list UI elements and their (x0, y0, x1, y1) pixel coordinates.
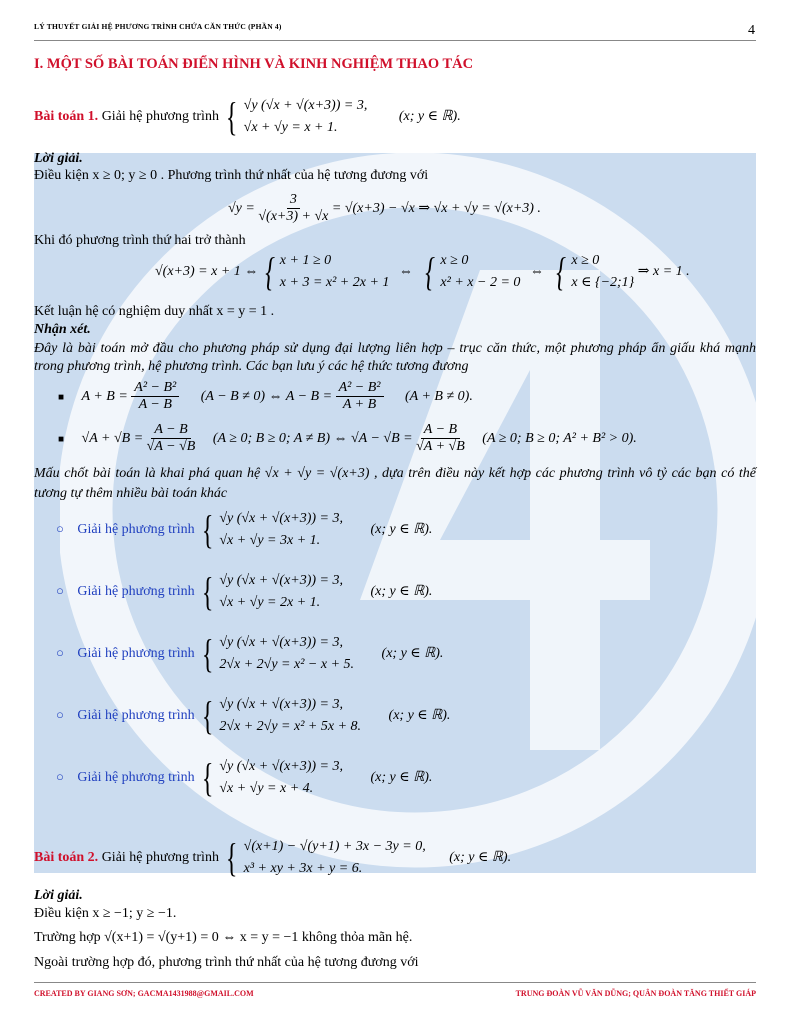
solution-1-line1: Điều kiện x ≥ 0; y ≥ 0 . Phương trình thứ nhất của hệ tương đương với (34, 168, 429, 183)
eqB-s1a: x + 1 ≥ 0 (279, 253, 332, 268)
problem-1-label: Bài toán 1. (34, 108, 99, 124)
identity-1 (58, 380, 473, 413)
exercise-item (56, 570, 450, 632)
problem-1 (34, 95, 461, 138)
eqA-rhs: = √(x+3) − √x ⇒ √x + √y = √(x+3) . (331, 200, 541, 216)
solution-1-line2: Khi đó phương trình thứ hai trở thành (34, 233, 246, 248)
bullet-icon: ■ (58, 391, 65, 403)
identity-1-end: (A + B ≠ 0). (405, 388, 473, 404)
remark-heading: Nhận xét. (34, 322, 91, 337)
exercise-system (198, 570, 343, 613)
identity-1-frac1 (131, 380, 179, 413)
eqB-system-1 (262, 250, 390, 293)
footer-right: TRUNG ĐOÀN VŨ VĂN DŨNG; QUÂN ĐOÀN TĂNG THIẾT GIÁP (515, 989, 756, 998)
f1-n1: A² − B² (131, 380, 179, 397)
f2-d2: √A + √B (416, 439, 465, 455)
exercise-label: Giải hệ phương trình (77, 769, 195, 785)
exercise-domain: (x; y ∈ ℝ). (370, 521, 433, 537)
solution-1-eqB: √(x+3) = x + 1 ⇔ { x + 1 ≥ 0 x + 3 = x² + 2x + 1 ⇔ { x ≥ 0 x² + x − 2 = 0 ⇔ { x ≥ 0 x ∈ {−2;1} ⇒ x = 1 . (155, 248, 690, 294)
problem-2-text: Giải hệ phương trình (101, 849, 219, 865)
circle-bullet-icon: ○ (56, 644, 64, 660)
identity-2-end: (A ≥ 0; B ≥ 0; A² + B² > 0). (482, 430, 637, 446)
circle-bullet-icon: ○ (56, 582, 64, 598)
identity-1-lhs: A + B = (81, 388, 128, 404)
exercise-system (198, 694, 361, 737)
header-rule (34, 40, 756, 41)
eqB-s3a: x ≥ 0 (571, 253, 600, 268)
solution-1-eqA (228, 192, 541, 225)
solution-1-heading: Lời giải. (34, 151, 83, 166)
problem-2-system (222, 836, 425, 879)
eqA-lhs: √y = (228, 200, 255, 216)
circle-bullet-icon: ○ (56, 706, 64, 722)
exercise-system (198, 508, 343, 551)
exercise-eq2: √x + √y = x + 4. (219, 780, 314, 796)
solution-1-conclusion: Kết luận hệ có nghiệm duy nhất x = y = 1 . (34, 304, 275, 319)
circle-bullet-icon: ○ (56, 520, 64, 536)
problem-2-eq1: √(x+1) − √(y+1) + 3x − 3y = 0, (243, 839, 426, 854)
exercise-label: Giải hệ phương trình (77, 645, 195, 661)
brace-icon: { (201, 754, 214, 800)
problem-2-label: Bài toán 2. (34, 849, 99, 865)
identity-2-mid: (A ≥ 0; B ≥ 0; A ≠ B) ⇔ √A − √B = (212, 430, 413, 446)
remark-para2: Mấu chốt bài toán là khai phá quan hệ √x + √y = √(x+3) , dựa trên điều này kết hợp các phương trình vô tỷ các bạn có thể tương tự thêm nhiều bài toán khác (34, 466, 756, 502)
problem-1-eq2: √x + √y = x + 1. (243, 119, 338, 135)
eqB-system-3 (553, 250, 634, 293)
footer-rule (34, 982, 756, 983)
exercise-item (56, 508, 450, 570)
exercise-item (56, 694, 450, 756)
f2-n2: A − B (421, 422, 460, 439)
problem-1-domain: (x; y ∈ ℝ). (398, 108, 461, 124)
exercise-system (198, 756, 343, 799)
exercise-domain: (x; y ∈ ℝ). (381, 645, 444, 661)
problem-2-domain: (x; y ∈ ℝ). (449, 849, 512, 865)
exercise-eq2: 2√x + 2√y = x² + 5x + 8. (219, 718, 362, 734)
f1-d2: A + B (342, 397, 377, 413)
running-header: LÝ THUYẾT GIẢI HỆ PHƯƠNG TRÌNH CHỨA CĂN THỨC (PHẦN 4) (34, 22, 282, 31)
brace-icon: { (201, 692, 214, 738)
f2-d1: √A − √B (146, 439, 196, 455)
exercise-label: Giải hệ phương trình (77, 583, 195, 599)
identity-2-lhs: √A + √B = (81, 430, 144, 446)
identity-2-frac2 (416, 422, 465, 455)
circle-bullet-icon: ○ (56, 768, 64, 784)
solution-2-line3: Ngoài trường hợp đó, phương trình thứ nhất của hệ tương đương với (34, 955, 419, 970)
brace-icon: { (556, 248, 567, 294)
exercise-eq1: √y (√x + √(x+3)) = 3, (219, 511, 343, 526)
identity-2 (58, 422, 637, 455)
exercise-item (56, 756, 450, 818)
exercise-eq2: √x + √y = 3x + 1. (219, 532, 321, 548)
problem-1-system (222, 95, 367, 138)
solution-2-line1: Điều kiện x ≥ −1; y ≥ −1. (34, 906, 177, 921)
problem-2 (34, 836, 511, 879)
exercise-eq1: √y (√x + √(x+3)) = 3, (219, 697, 343, 712)
exercise-system (198, 632, 354, 675)
f1-d1: A − B (138, 397, 172, 413)
identity-2-frac1 (147, 422, 196, 455)
page-number: 4 (748, 23, 755, 38)
eqB-system-2 (422, 250, 520, 293)
eqB-s2b: x² + x − 2 = 0 (440, 274, 521, 290)
brace-icon: { (201, 506, 214, 552)
eqB-s3b: x ∈ {−2;1} (571, 274, 635, 290)
exercise-list (56, 508, 450, 818)
brace-icon: { (226, 834, 238, 880)
exercise-eq1: √y (√x + √(x+3)) = 3, (219, 635, 343, 650)
exercise-label: Giải hệ phương trình (77, 521, 195, 537)
exercise-domain: (x; y ∈ ℝ). (370, 769, 433, 785)
eqA-fraction (258, 192, 328, 225)
f1-n2: A² − B² (336, 380, 384, 397)
brace-icon: { (201, 630, 214, 676)
exercise-label: Giải hệ phương trình (77, 707, 195, 723)
eqB-s1b: x + 3 = x² + 2x + 1 (279, 274, 390, 290)
exercise-eq1: √y (√x + √(x+3)) = 3, (219, 759, 343, 774)
exercise-eq2: 2√x + 2√y = x² − x + 5. (219, 656, 355, 672)
solution-2-heading: Lời giải. (34, 888, 83, 903)
problem-2-eq2: x³ + xy + 3x + y = 6. (243, 860, 363, 876)
remark-para1: Đây là bài toán mở đầu cho phương pháp sử dụng đại lượng liên hợp – trục căn thức, một phương pháp ẩn giấu khá mạnh trong phương trình, hệ phương trình. Các bạn lưu ý các hệ thức tương đương (34, 341, 756, 375)
problem-1-eq1: √y (√x + √(x+3)) = 3, (243, 98, 368, 113)
brace-icon: { (264, 248, 275, 294)
section-title: I. MỘT SỐ BÀI TOÁN ĐIỂN HÌNH VÀ KINH NGHIỆM THAO TÁC (34, 56, 474, 72)
eqB-lhs: √(x+3) = x + 1 ⇔ (155, 263, 259, 279)
solution-2-line2: Trường hợp √(x+1) = √(y+1) = 0 ⇔ x = y = −1 không thỏa mãn hệ. (34, 930, 413, 945)
identity-1-frac2 (336, 380, 384, 413)
problem-1-text: Giải hệ phương trình (101, 108, 219, 124)
exercise-domain: (x; y ∈ ℝ). (388, 707, 451, 723)
brace-icon: { (425, 248, 436, 294)
eqB-rhs: ⇒ x = 1 . (637, 263, 690, 279)
identity-1-mid: (A − B ≠ 0) ⇔ A − B = (200, 388, 333, 404)
f2-n1: A − B (151, 422, 190, 439)
eqB-s2a: x ≥ 0 (440, 253, 469, 268)
exercise-domain: (x; y ∈ ℝ). (370, 583, 433, 599)
footer-left: CREATED BY GIANG SƠN; GACMA1431988@GMAIL.COM (34, 989, 254, 998)
exercise-eq1: √y (√x + √(x+3)) = 3, (219, 573, 343, 588)
exercise-eq2: √x + √y = 2x + 1. (219, 594, 321, 610)
brace-icon: { (201, 568, 214, 614)
eqA-den: √(x+3) + √x (258, 209, 329, 225)
eqA-num: 3 (287, 192, 300, 209)
bullet-icon: ■ (58, 433, 65, 445)
exercise-item (56, 632, 450, 694)
brace-icon: { (226, 93, 238, 139)
